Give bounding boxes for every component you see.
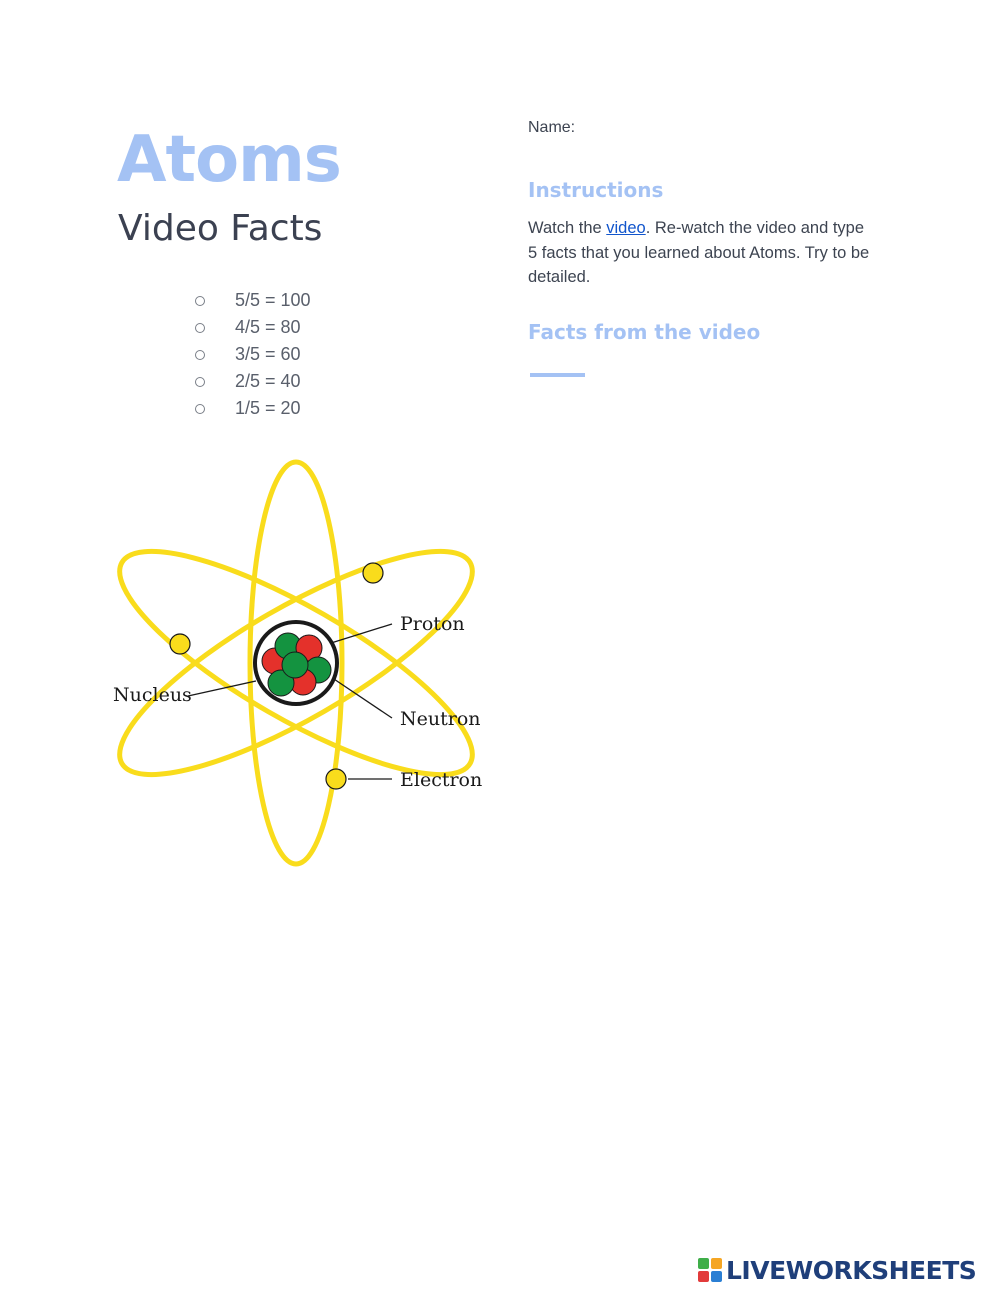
neutron-label: Neutron	[400, 708, 481, 730]
list-item: 2/5 = 40	[195, 368, 311, 395]
nucleus-label: Nucleus	[113, 684, 192, 706]
liveworksheets-logo-icon	[698, 1258, 722, 1282]
list-item: 5/5 = 100	[195, 287, 311, 314]
list-item: 1/5 = 20	[195, 395, 311, 422]
atom-illustration	[120, 455, 472, 870]
heading-underline	[530, 373, 585, 377]
circle-bullet-icon	[195, 350, 205, 360]
electron-particle	[326, 769, 346, 789]
instructions-text: Watch the video. Re-watch the video and type 5 facts that you learned about Atoms. Try to be detailed.	[528, 219, 870, 286]
brand-name: LIVEWORKSHEETS	[726, 1255, 977, 1285]
electron-particle	[170, 634, 190, 654]
list-item: 4/5 = 80	[195, 314, 311, 341]
neutron-particle	[282, 652, 308, 678]
proton-label: Proton	[400, 613, 465, 635]
circle-bullet-icon	[195, 377, 205, 387]
name-label: Name:	[528, 119, 576, 136]
liveworksheets-brand	[698, 1255, 976, 1285]
grading-scale-list	[195, 287, 311, 422]
circle-bullet-icon	[195, 323, 205, 333]
video-link[interactable]: video	[606, 219, 646, 237]
page-title: Atoms	[117, 123, 341, 197]
circle-bullet-icon	[195, 296, 205, 306]
page-subtitle: Video Facts	[118, 208, 323, 249]
circle-bullet-icon	[195, 404, 205, 414]
instructions-heading: Instructions	[528, 178, 664, 202]
electron-label: Electron	[400, 769, 483, 791]
list-item: 3/5 = 60	[195, 341, 311, 368]
atom-diagram	[113, 455, 483, 870]
facts-heading: Facts from the video	[528, 320, 761, 344]
electron-particle	[363, 563, 383, 583]
